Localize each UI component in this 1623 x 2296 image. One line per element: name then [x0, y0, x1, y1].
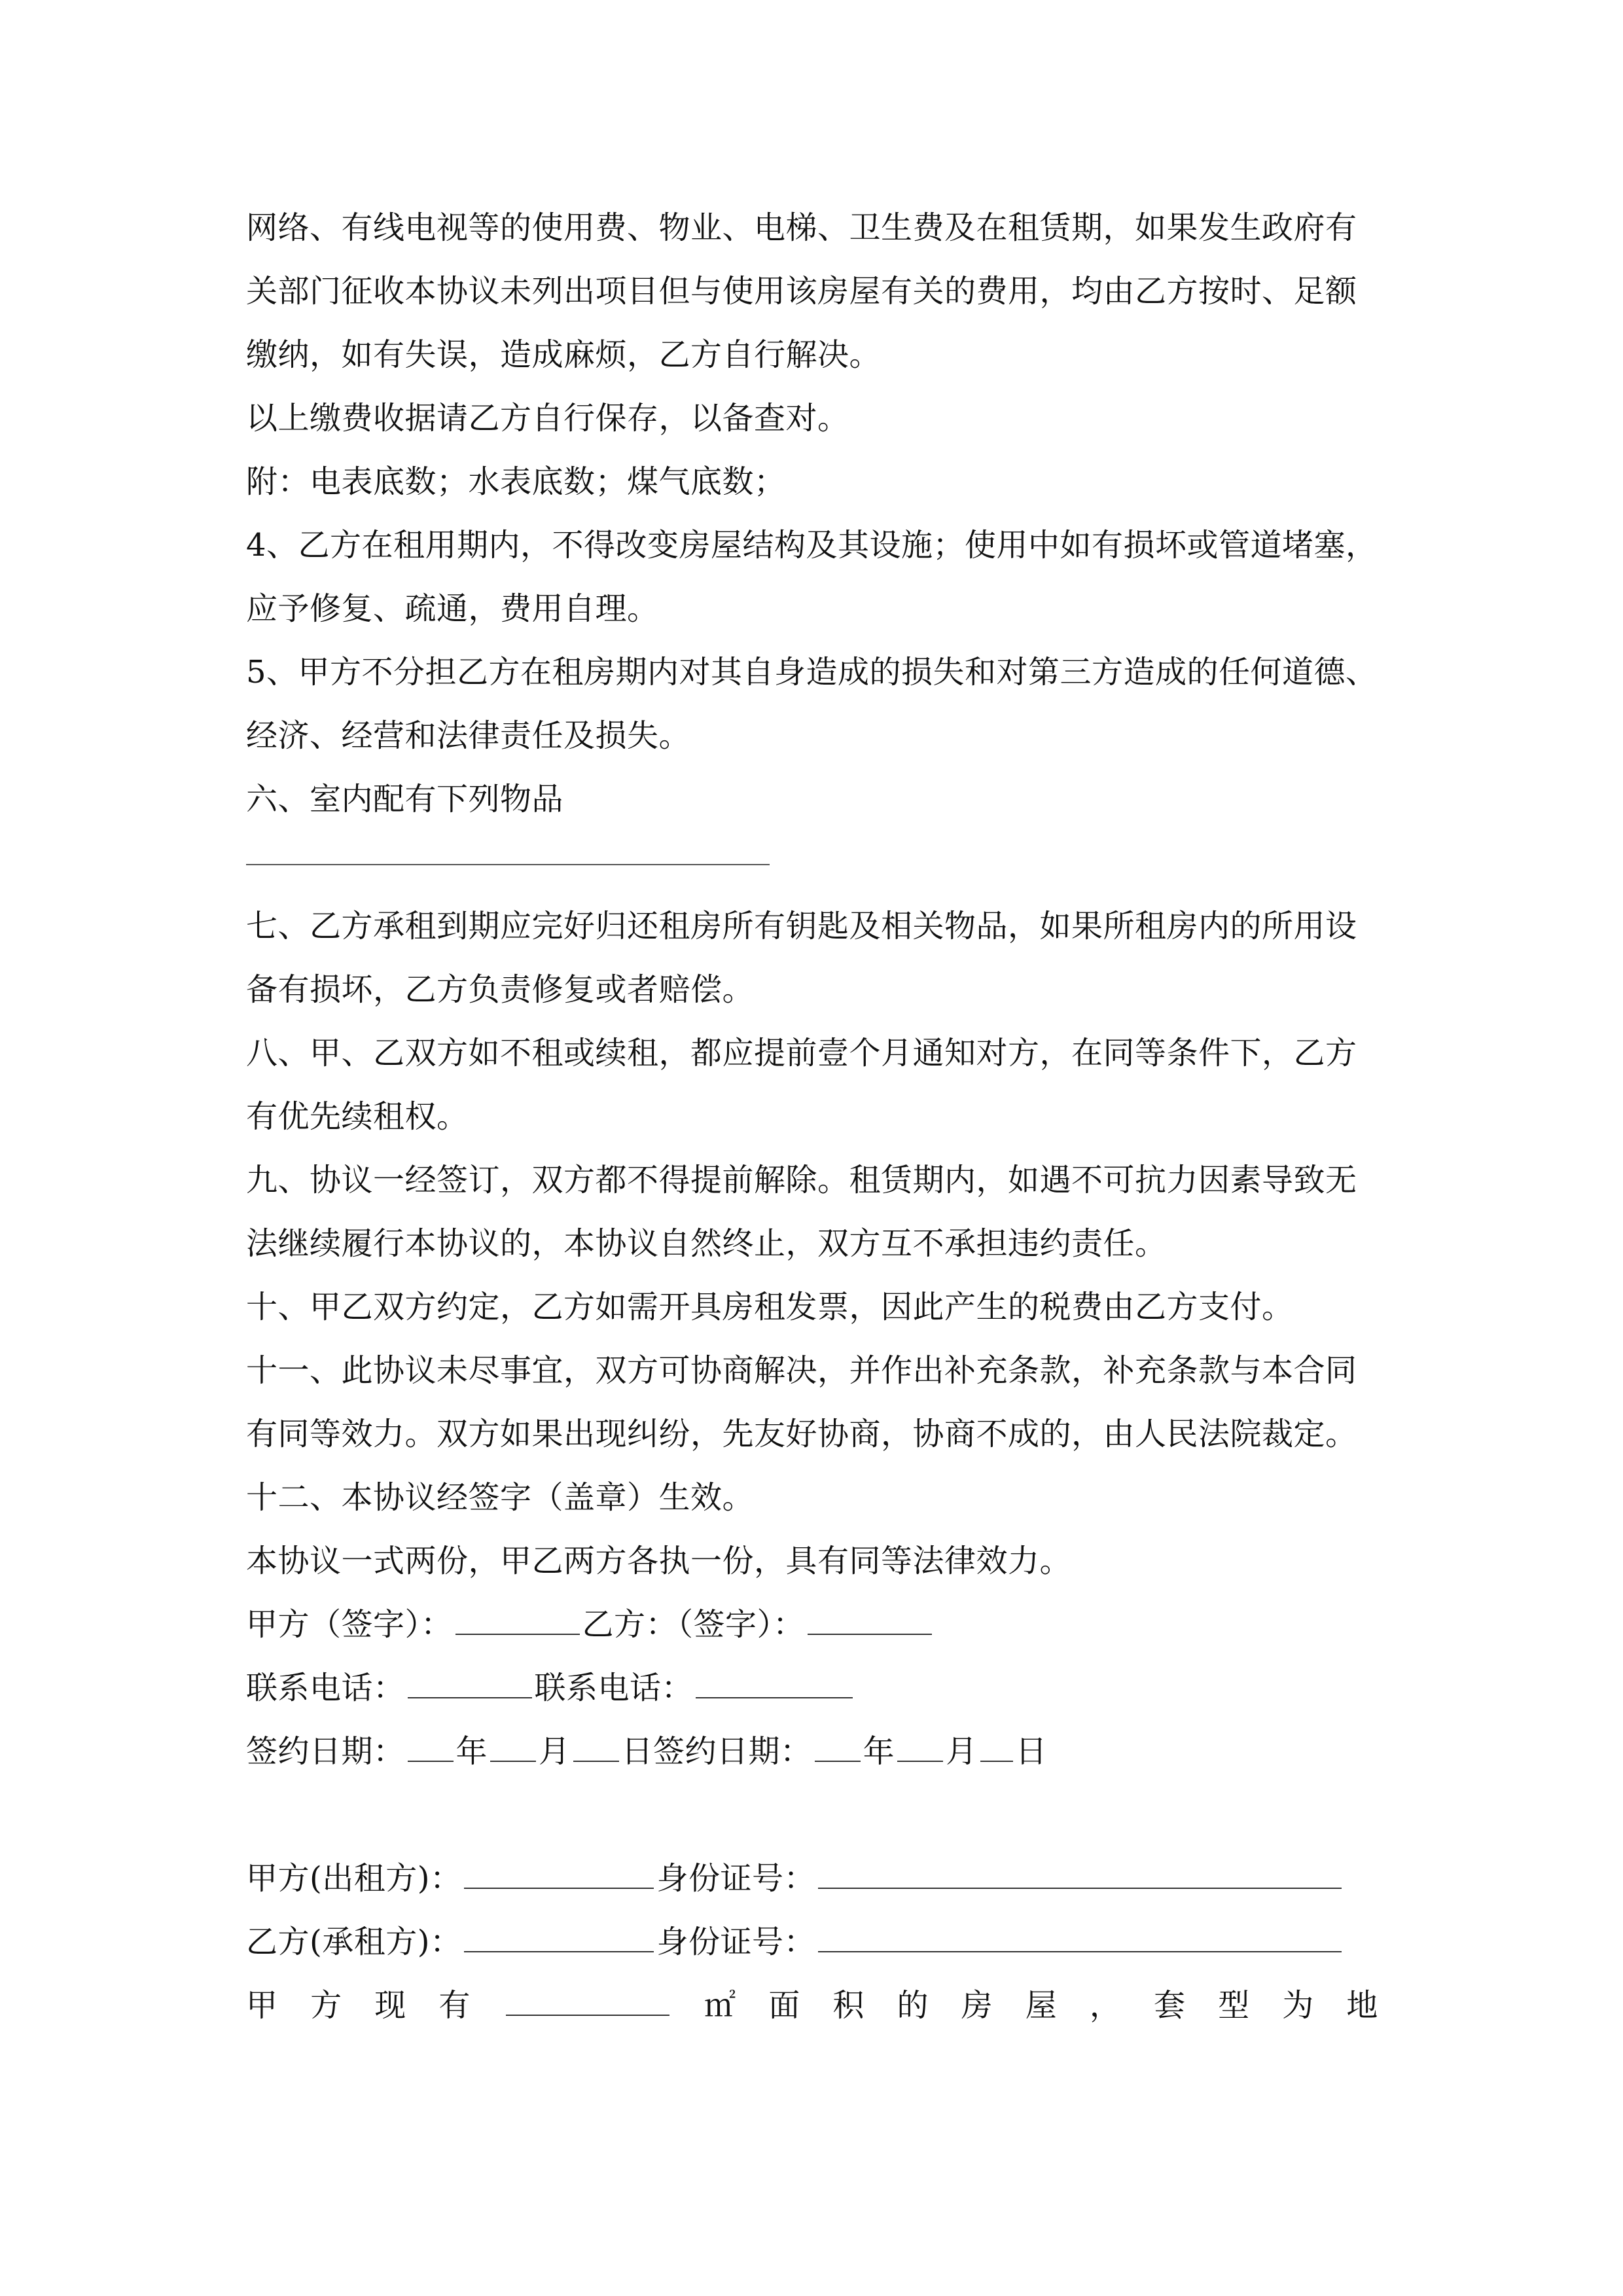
date-a-label: 签约日期： [246, 1733, 405, 1770]
year-label: 年 [455, 1733, 488, 1770]
section-heading: 六、室内配有下列物品 [246, 781, 564, 817]
paragraph-line: 关部门征收本协议未列出项目但与使用该房屋有关的费用，均由乙方按时、足额 [246, 273, 1357, 310]
signature-line [246, 1593, 1385, 1657]
paragraph-line: 4、乙方在租用期内，不得改变房屋结构及其设施；使用中如有损坏或管道堵塞， [246, 527, 1378, 564]
paragraph-line: 缴纳，如有失误，造成麻烦，乙方自行解决。 [246, 336, 882, 373]
paragraph-line: 有优先续租权。 [246, 1098, 469, 1135]
party-b-sign-field[interactable] [808, 1605, 932, 1635]
party-a-sign-field[interactable] [455, 1605, 580, 1635]
paragraph-line: 网络、有线电视等的使用费、物业、电梯、卫生费及在租赁期，如果发生政府有 [246, 209, 1357, 246]
date-a-day-field[interactable] [573, 1732, 619, 1762]
text-char: 甲 [246, 1987, 278, 2024]
date-b-label: 日签约日期： [621, 1733, 812, 1770]
phone-line [246, 1657, 1385, 1720]
justified-line [246, 1974, 1378, 2037]
text-char: 有 [438, 1987, 471, 2024]
text-char: 方 [310, 1987, 342, 2024]
unit-label: ㎡ [704, 1987, 736, 2024]
paragraph-line: 十一、此协议未尽事宜，双方可协商解决，并作出补充条款，补充条款与本合同 [246, 1352, 1357, 1389]
lessor-id-field[interactable] [818, 1859, 1342, 1889]
paragraph-line: 附：电表底数；水表底数；煤气底数； [246, 463, 786, 500]
paragraph-line: 九、协议一经签订，双方都不得提前解除。租赁期内，如遇不可抗力因素导致无 [246, 1162, 1357, 1198]
paragraph-line: 有同等效力。双方如果出现纠纷，先友好协商，协商不成的，由人民法院裁定。 [246, 1416, 1357, 1452]
paragraph-line: 应予修复、疏通，费用自理。 [246, 590, 659, 627]
paragraph-line: 七、乙方承租到期应完好归还租房所有钥匙及相关物品，如果所租房内的所用设 [246, 908, 1357, 944]
lessee-id-field[interactable] [818, 1922, 1342, 1952]
date-b-year-field[interactable] [815, 1732, 861, 1762]
phone-a-label: 联系电话： [246, 1670, 405, 1706]
lessor-id-label: 身份证号： [656, 1860, 815, 1897]
paragraph-line: 十、甲乙双方约定，乙方如需开具房租发票，因此产生的税费由乙方支付。 [246, 1289, 1294, 1325]
document-page [246, 196, 1385, 2037]
text-char: 积 [832, 1987, 865, 2024]
text-char: 型 [1218, 1987, 1250, 2024]
phone-b-field[interactable] [696, 1668, 853, 1698]
text-char: ， [1089, 1987, 1122, 2024]
lessee-line [246, 1910, 1385, 1974]
month-label: 月 [946, 1733, 978, 1770]
paragraph-line: 八、甲、乙双方如不租或续租，都应提前壹个月通知对方，在同等条件下，乙方 [246, 1035, 1357, 1071]
date-b-day-field[interactable] [980, 1732, 1013, 1762]
items-blank-line [246, 831, 1385, 895]
date-line [246, 1720, 1385, 1784]
phone-a-field[interactable] [408, 1668, 532, 1698]
text-char: 房 [961, 1987, 993, 2024]
text-char: 为 [1282, 1987, 1314, 2024]
text-char: 套 [1153, 1987, 1186, 2024]
lessor-label: 甲方(出租方)： [246, 1860, 462, 1897]
year-label: 年 [863, 1733, 895, 1770]
paragraph-line: 十二、本协议经签字（盖章）生效。 [246, 1479, 755, 1516]
party-a-sign-label: 甲方（签字）： [246, 1606, 453, 1643]
text-char: 的 [897, 1987, 929, 2024]
section-gap [246, 1784, 1385, 1847]
text-char: 现 [374, 1987, 406, 2024]
day-label: 日 [1015, 1733, 1048, 1770]
lessee-name-field[interactable] [464, 1922, 654, 1952]
paragraph-line: 经济、经营和法律责任及损失。 [246, 717, 691, 754]
paragraph-line: 法继续履行本协议的，本协议自然终止，双方互不承担违约责任。 [246, 1225, 1167, 1262]
text-char: 面 [768, 1987, 800, 2024]
phone-b-label: 联系电话： [534, 1670, 694, 1706]
area-field[interactable] [506, 1986, 669, 2016]
month-label: 月 [539, 1733, 571, 1770]
text-char: 屋 [1025, 1987, 1058, 2024]
text-char: 地 [1346, 1987, 1378, 2024]
paragraph-line: 以上缴费收据请乙方自行保存，以备查对。 [246, 400, 849, 437]
lessor-name-field[interactable] [464, 1859, 654, 1889]
date-b-month-field[interactable] [897, 1732, 943, 1762]
paragraph-line: 本协议一式两份，甲乙两方各执一份，具有同等法律效力。 [246, 1543, 1072, 1579]
paragraph-line: 5、甲方不分担乙方在租房期内对其自身造成的损失和对第三方造成的任何道德、 [246, 654, 1378, 691]
lessee-label: 乙方(承租方)： [246, 1924, 462, 1960]
lessee-id-label: 身份证号： [656, 1924, 815, 1960]
party-b-sign-label: 乙方：（签字）： [582, 1606, 805, 1643]
date-a-year-field[interactable] [408, 1732, 454, 1762]
date-a-month-field[interactable] [490, 1732, 536, 1762]
lessor-line [246, 1847, 1385, 1910]
paragraph-line: 备有损坏，乙方负责修复或者赔偿。 [246, 971, 755, 1008]
items-blank-rule [246, 864, 770, 865]
